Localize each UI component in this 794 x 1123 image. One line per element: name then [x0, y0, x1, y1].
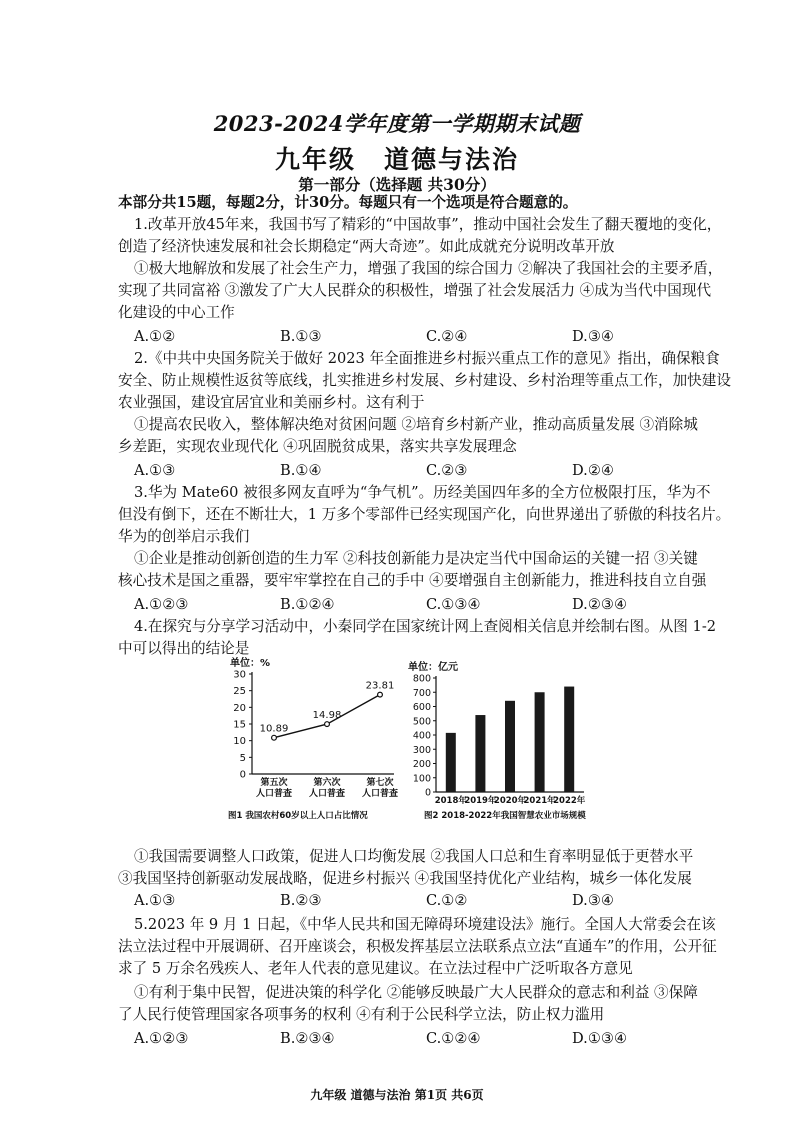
- q1-line: 实现了共同富裕 ③激发了广大人民群众的积极性，增强了社会发展活力 ④成为当代中国现代: [118, 282, 712, 299]
- q4-line: 中可以得出的结论是: [118, 640, 250, 657]
- chart1-x-category-label: 第六次: [313, 778, 341, 788]
- q5-option[interactable]: C.①②④: [426, 1030, 481, 1047]
- chart1-data-label: 23.81: [365, 680, 395, 692]
- q5-line: 求了 5 万余名残疾人、老年人代表的意见建议。在立法过程中广泛听取各方意见: [118, 960, 633, 977]
- page-footer: 九年级 道德与法治 第1页 共6页: [310, 1088, 484, 1102]
- chart2-y-tick-label: 100: [412, 773, 431, 785]
- chart1-x-category-label: 第五次: [260, 778, 288, 788]
- chart1-x-category-label: 人口普查: [308, 789, 346, 799]
- q3-line: 但没有倒下，还在不断壮大，1 万多个零部件已经实现国产化，向世界递出了骄傲的科技名片。: [118, 506, 731, 523]
- q3-line: 3.华为 Mate60 被很多网友直呼为“争气机”。历经美国四年多的全方位极限打压，华为不: [134, 484, 711, 501]
- q4-option[interactable]: D.③④: [572, 892, 614, 909]
- q2-option[interactable]: A.①③: [134, 462, 176, 479]
- chart1-y-tick-label: 20: [233, 702, 246, 714]
- q1-option[interactable]: D.③④: [572, 328, 614, 345]
- chart2-bar: [564, 687, 574, 792]
- chart1-x-categories: [256, 776, 398, 799]
- subject-label: 道德与法治: [384, 145, 520, 174]
- q5-line: 了人民行使管理国家各项事务的权利 ④有利于公民科学立法，防止权力滥用: [118, 1006, 605, 1023]
- q2-line: ①提高农民收入，整体解决绝对贫困问题 ②培育乡村新产业，推动高质量发展 ③消除城: [134, 416, 698, 433]
- q5-line: ①有利于集中民智，促进决策的科学化 ②能够反映最广大人民群众的意志和利益 ③保障: [134, 984, 698, 1001]
- q5-line: 5.2023 年 9 月 1 日起，《中华人民共和国无障碍环境建设法》施行。全国人大常委会在该: [134, 916, 716, 933]
- q3-line: 华为的创举启示我们: [118, 528, 250, 545]
- chart2-x-category-label: 2018年: [434, 796, 467, 806]
- chart1-marks: [260, 681, 395, 740]
- q2-option[interactable]: B.①④: [280, 462, 322, 479]
- grade-label: 九年级: [274, 145, 356, 174]
- q2-line: 农业强国，建设宜居宜业和美丽乡村。这有利于: [118, 394, 425, 411]
- chart2-y-tick-label: 400: [412, 730, 431, 742]
- chart1-y-tick-label: 25: [233, 686, 246, 698]
- chart1-x-category-label: 第七次: [366, 778, 394, 788]
- q3-option[interactable]: A.①②③: [134, 596, 189, 613]
- q1-option[interactable]: A.①②: [134, 328, 176, 345]
- chart1-y-tick-label: 30: [233, 669, 246, 681]
- q2-line: 安全、防止规模性返贫等底线，扎实推进乡村发展、乡村建设、乡村治理等重点工作，加快建设: [118, 372, 731, 389]
- chart1-y-tick-label: 0: [239, 769, 246, 781]
- chart2-y-tick-label: 0: [424, 787, 431, 799]
- chart1-data-label: 14.98: [312, 710, 342, 722]
- chart-smart-agri-market: [406, 656, 618, 828]
- chart2-bar: [475, 715, 485, 792]
- q3-line: ①企业是推动创新创造的生力军 ②科技创新能力是决定当代中国命运的关键一招 ③关键: [134, 550, 698, 567]
- chart2-x-category-label: 2020年: [493, 796, 527, 806]
- exam-subtitle: [0, 140, 794, 176]
- chart2-x-categories: [435, 795, 586, 806]
- q4-option[interactable]: B.②③: [280, 892, 322, 909]
- chart1-data-label: 10.89: [259, 723, 289, 735]
- chart2-x-category-label: 2021年: [523, 796, 556, 806]
- instructions: 本部分共15题，每题2分，计30分。每题只有一个选项是符合题意的。: [118, 194, 578, 211]
- chart2-y-ticks: [413, 674, 436, 799]
- q5-option[interactable]: A.①②③: [134, 1030, 189, 1047]
- chart2-y-tick-label: 500: [412, 716, 431, 728]
- chart1-point: [272, 735, 277, 740]
- chart1-y-tick-label: 15: [233, 719, 246, 731]
- chart1-point: [378, 692, 383, 697]
- chart2-marks: [446, 687, 574, 792]
- q5-option[interactable]: D.①③④: [572, 1030, 628, 1047]
- q5-line: 法立法过程中开展调研、召开座谈会，积极发挥基层立法联系点立法“直通车”的作用，公开征: [118, 938, 717, 955]
- chart2-bar: [505, 701, 515, 792]
- q3-option[interactable]: C.①③④: [426, 596, 481, 613]
- chart2-bar: [446, 733, 456, 792]
- chart2-y-tick-label: 600: [412, 702, 431, 713]
- q2-option[interactable]: D.②④: [572, 462, 614, 479]
- chart-rural-elderly-ratio: [222, 656, 412, 828]
- q2-line: 2.《中共中央国务院关于做好 2023 年全面推进乡村振兴重点工作的意见》指出，确保粮食: [134, 350, 720, 367]
- chart1-unit-label: 单位：%: [230, 658, 271, 669]
- q3-option[interactable]: D.②③④: [572, 596, 628, 613]
- chart1-y-tick-label: 5: [239, 752, 246, 764]
- q4-statement: ③我国坚持创新驱动发展战略，促进乡村振兴 ④我国坚持优化产业结构，城乡一体化发展: [118, 870, 692, 887]
- chart1-x-category-label: 人口普查: [361, 789, 399, 799]
- chart1-y-tick-label: 10: [233, 736, 246, 748]
- chart2-y-tick-label: 300: [412, 744, 431, 756]
- q3-line: 核心技术是国之重器，要牢牢掌控在自己的手中 ④要增强自主创新能力，推进科技自立自强: [118, 572, 707, 589]
- q4-line: 4.在探究与分享学习活动中，小秦同学在国家统计网上查阅相关信息并绘制右图。从图 1-2: [134, 618, 717, 635]
- chart2-y-tick-label: 700: [412, 687, 431, 699]
- chart2-x-category-label: 2022年: [553, 796, 586, 806]
- q2-option[interactable]: C.②③: [426, 462, 468, 479]
- q1-option[interactable]: B.①③: [280, 328, 322, 345]
- chart2-bar: [535, 692, 545, 792]
- chart2-caption: 图2 2018-2022年我国智慧农业市场规模: [424, 811, 586, 821]
- exam-title: 2023-2024学年度第一学期期末试题: [213, 111, 581, 136]
- q1-line: ①极大地解放和发展了社会生产力，增强了我国的综合国力 ②解决了我国社会的主要矛盾，: [134, 260, 723, 277]
- q1-line: 创造了经济快速发展和社会长期稳定“两大奇迹”。如此成就充分说明改革开放: [118, 238, 615, 255]
- q5-option[interactable]: B.②③④: [280, 1030, 335, 1047]
- q1-line: 化建设的中心工作: [118, 304, 235, 321]
- q1-option[interactable]: C.②④: [426, 328, 468, 345]
- part-heading: 第一部分（选择题 共30分）: [298, 175, 496, 194]
- chart1-y-ticks: [233, 670, 252, 781]
- chart1-x-category-label: 人口普查: [255, 789, 293, 799]
- q4-statement: ①我国需要调整人口政策，促进人口均衡发展 ②我国人口总和生育率明显低于更替水平: [134, 848, 694, 865]
- chart1-point: [325, 722, 330, 727]
- q4-option[interactable]: C.①②: [426, 892, 468, 909]
- q3-option[interactable]: B.①②④: [280, 596, 335, 613]
- q1-line: 1.改革开放45年来，我国书写了精彩的“中国故事”，推动中国社会发生了翻天覆地的变化，: [134, 216, 722, 233]
- chart2-y-tick-label: 800: [412, 673, 431, 685]
- chart2-x-category-label: 2019年: [464, 796, 497, 806]
- chart2-y-tick-label: 200: [412, 759, 431, 770]
- chart1-caption: 图1 我国农村60岁以上人口占比情况: [228, 811, 368, 821]
- chart2-unit-label: 单位：亿元: [408, 662, 458, 673]
- q4-option[interactable]: A.①③: [134, 892, 176, 909]
- q2-line: 乡差距，实现农业现代化 ④巩固脱贫成果，落实共享发展理念: [118, 438, 517, 455]
